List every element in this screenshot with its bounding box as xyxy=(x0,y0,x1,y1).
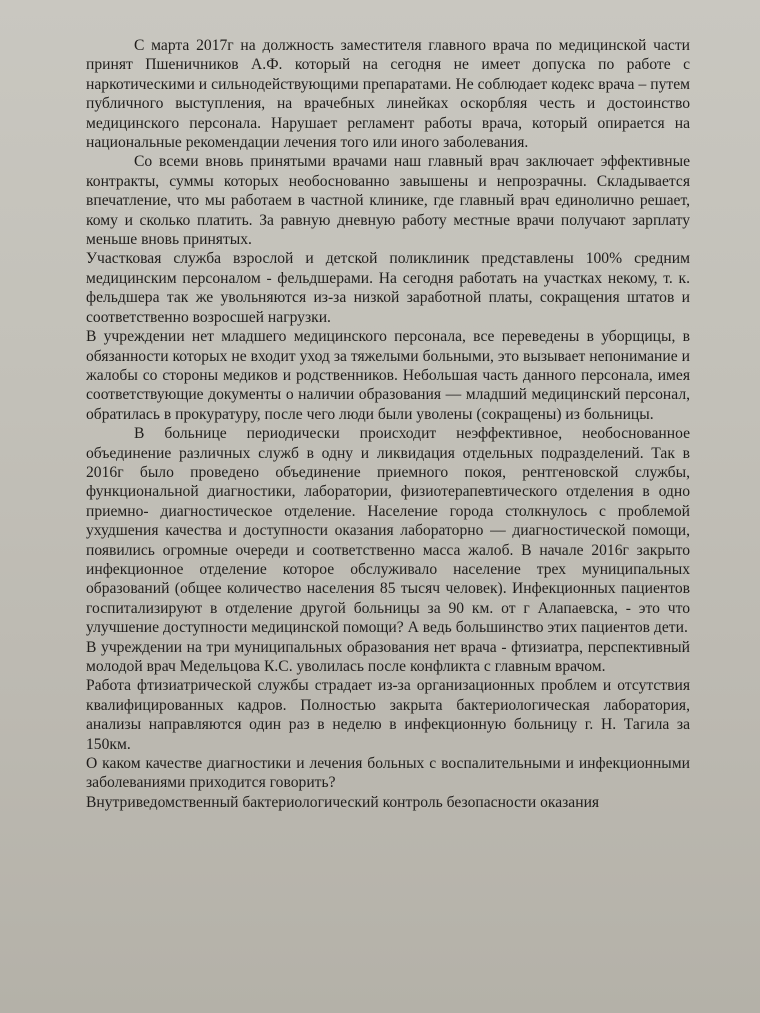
paragraph-deputy-chief: С марта 2017г на должность заместителя главного врача по медицинской части принят Пшеничников А.Ф. который на сегодня не имеет допуска по работе с наркотическими и сильнодействующими препаратами. Не соблюдает кодекс врача – путем публичного выступления, на врачебных линейках оскорбляя честь и достоинство медицинского персонала. Нарушает регламент работы врача, который опирается на национальные рекомендации лечения того или иного заболевания. xyxy=(86,37,690,152)
paragraph-phthisiatrician: В учреждении на три муниципальных образования нет врача - фтизиатра, перспективный молодой врач Медельцова К.С. уволилась после конфликта с главным врачом. xyxy=(86,638,690,675)
paragraph-district-service: Участковая служба взрослой и детской поликлиник представлены 100% средним медицинским персоналом - фельдшерами. На сегодня работать на участках некому, т. к. фельдшера так же увольняются из-за низкой заработной платы, сокращения штатов и соответственно возросшей нагрузки. xyxy=(86,250,690,326)
paragraph-phthisiatric-service: Работа фтизиатрической службы страдает из-за организационных проблем и отсутствия квалифицированных кадров. Полностью закрыта бактериологическая лаборатория, анализы направляются один раз в неделю в инфекционную больницу г. Н. Тагила за 150км. xyxy=(86,677,690,753)
document-body xyxy=(86,36,690,812)
paragraph-junior-staff: В учреждении нет младшего медицинского персонала, все переведены в уборщицы, в обязанности которых не входит уход за тяжелыми больными, это вызывает непонимание и жалобы со стороны медиков и родственников. Небольшая часть данного персонала, имея соответствующие документы о наличии образования — младший медицинский персонал, обратилась в прокуратуру, после чего люди были уволены (сокращены) из больницы. xyxy=(86,328,690,423)
paragraph-bacteriological-control: Внутриведомственный бактериологический контроль безопасности оказания xyxy=(86,793,600,811)
paragraph-quality-question: О каком качестве диагностики и лечения больных с воспалительными и инфекционными заболеваниями приходится говорить? xyxy=(86,755,690,792)
paragraph-contracts: Со всеми вновь принятыми врачами наш главный врач заключает эффективные контракты, суммы которых необоснованно завышены и непрозрачны. Складывается впечатление, что мы работаем в частной клинике, где главный врач единолично решает, кому и сколько платить. За равную дневную работу местные врачи получают зарплату меньше вновь принятых. xyxy=(86,153,690,249)
paragraph-merging-services: В больнице периодически происходит неэффективное, необоснованное объединение различных служб в одну и ликвидация отдельных подразделений. Так в 2016г было проведено объединение приемного покоя, рентгеновской службы, функциональной диагностики, лаборатории, физиотерапевтического отделения в одно приемно- диагностическое отделение. Население города столкнулось с проблемой ухудшения качества и доступности оказания лабораторно — диагностической помощи, появились огромные очереди и соответственно масса жалоб. В начале 2016г закрыто инфекционное отделение которое обслуживало население трех муниципальных образований (общее количество населения 85 тысяч человек). Инфекционных пациентов госпитализируют в отделение другой больницы за 90 км. от г Алапаевска, - это что улучшение доступности медицинской помощи? А ведь большинство этих пациентов дети. xyxy=(86,425,690,637)
